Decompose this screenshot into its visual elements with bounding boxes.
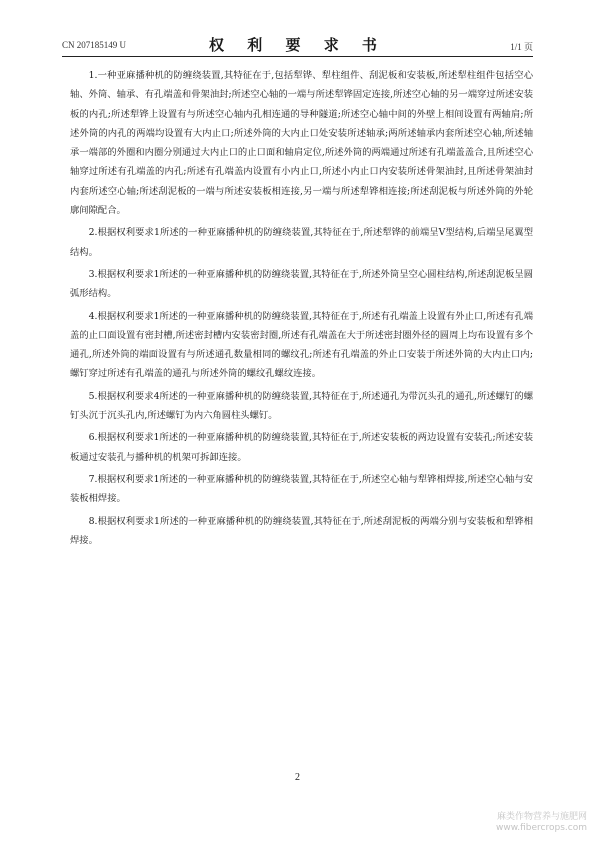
claim-8: 8.根据权利要求1所述的一种亚麻播种机的防缠绕装置,其特征在于,所述刮泥板的两端分别与安装板和犁铧相焊接。 — [70, 515, 533, 546]
page-header — [62, 34, 533, 52]
claim-6: 6.根据权利要求1所述的一种亚麻播种机的防缠绕装置,其特征在于,所述安装板的两边设置有安装孔;所述安装板通过安装孔与播种机的机架可拆卸连接。 — [70, 432, 533, 463]
claims-body — [70, 66, 533, 553]
watermark-url: www.fibercrops.com — [496, 823, 587, 833]
page-of-indicator: 1/1 页 — [510, 42, 533, 52]
publication-number: CN 207185149 U — [62, 40, 127, 50]
claim-3: 3.根据权利要求1所述的一种亚麻播种机的防缠绕装置,其特征在于,所述外筒呈空心圆柱结构,所述刮泥板呈圆弧形结构。 — [70, 268, 533, 300]
claim-2: 2.根据权利要求1所述的一种亚麻播种机的防缠绕装置,其特征在于,所述犁铧的前端呈V型结构,后端呈尾翼型结构。 — [70, 227, 533, 258]
document-title: 权 利 要 求 书 — [209, 36, 386, 54]
watermark-site-name: 麻类作物营养与施肥网 — [496, 812, 587, 822]
claim-4: 4.根据权利要求1所述的一种亚麻播种机的防缠绕装置,其特征在于,所述有孔端盖上设置有外止口,所述有孔端盖的止口面设置有密封槽,所述密封槽内安装密封圈,所述有孔端盖在大于所述密封圈外径的圆周上均布设置有多个通孔,所述外筒的端面设置有与所述通孔数量相同的螺纹孔;所述有孔端盖的外止口安装于所述外筒的大内止口内;螺钉穿过所述有孔端盖的通孔与所述外筒的螺纹孔螺纹连接。 — [70, 310, 533, 380]
page-number: 2 — [295, 772, 300, 783]
header-rule — [62, 56, 533, 57]
claim-5: 5.根据权利要求4所述的一种亚麻播种机的防缠绕装置,其特征在于,所述通孔为带沉头孔的通孔,所述螺钉的螺钉头沉于沉头孔内,所述螺钉为内六角圆柱头螺钉。 — [70, 390, 533, 422]
claim-7: 7.根据权利要求1所述的一种亚麻播种机的防缠绕装置,其特征在于,所述空心轴与犁铧相焊接,所述空心轴与安装板相焊接。 — [70, 473, 533, 505]
watermark — [457, 812, 587, 834]
claim-1: 1.一种亚麻播种机的防缠绕装置,其特征在于,包括犁铧、犁柱组件、刮泥板和安装板,所述犁柱组件包括空心轴、外筒、轴承、有孔端盖和骨架油封;所述空心轴的一端与所述犁铧固定连接,所述空心轴的另一端穿过所述安装板的内孔;所述犁铧上设置有与所述空心轴内孔相连通的导种隧道;所述空心轴中间的外壁上相间设置有两轴肩;所述外筒的内孔的两端均设置有大内止口;所述外筒的大内止口处安装所述轴承;两所述轴承内套所述空心轴,所述轴承一端部的外圈和内圈分别通过大内止口的止口面和轴肩定位,所述外筒的两端通过所述有孔端盖盖合,且所述空心轴穿过所述有孔端盖的内孔;所述有孔端盖内设置有小内止口,所述小内止口内安装所述骨架油封,且所述骨架油封内套所述空心轴;所述刮泥板的一端与所述安装板相连接,另一端与所述犁铧相连接;所述刮泥板与所述外筒的外轮廓间隙配合。 — [70, 70, 533, 217]
